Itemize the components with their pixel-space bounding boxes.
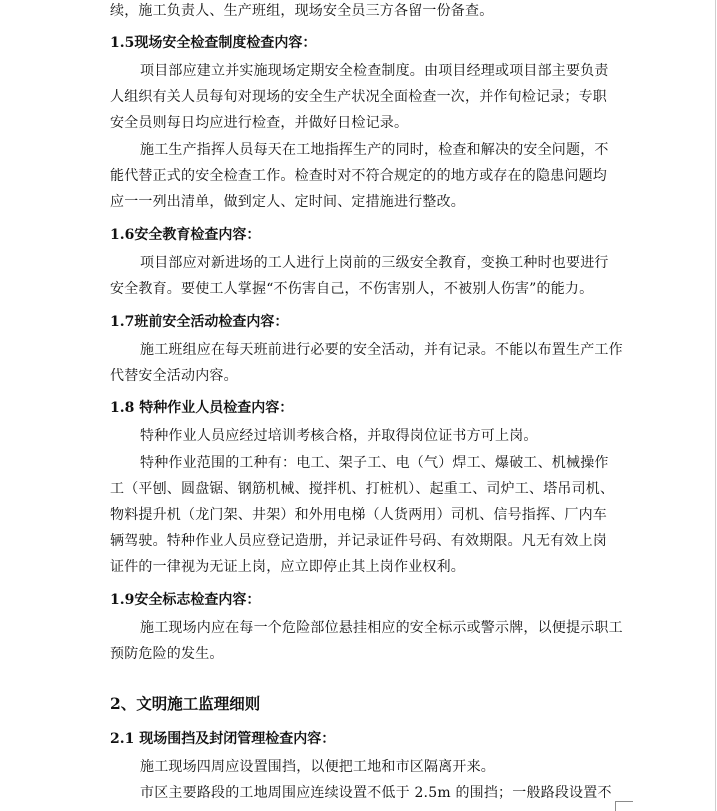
text-line: 市区主要路段的工地周围应连续设置不低于 2.5m 的围挡；一般路段设置不 xyxy=(140,785,612,801)
heading-1-8: 1.8 特种作业人员检查内容： xyxy=(110,400,294,416)
text-line: 人组织有关人员每旬对现场的安全生产状况全面检查一次，并作旬检记录；专职 xyxy=(110,89,607,105)
text-line: 施工班组应在每天班前进行必要的安全活动，并有记录。不能以布置生产工作 xyxy=(140,342,623,358)
text-line: 续，施工负责人、生产班组，现场安全员三方各留一份备查。 xyxy=(110,3,494,19)
heading-1-6: 1.6安全教育检查内容： xyxy=(110,227,261,243)
page-corner-mark xyxy=(615,801,634,811)
text-line: 能代替正式的安全检查工作。检查时对不符合规定的的地方或存在的隐患问题均 xyxy=(110,168,607,184)
heading-1-5: 1.5现场安全检查制度检查内容： xyxy=(110,35,317,51)
text-line: 证件的一律视为无证上岗，应立即停止其上岗作业权利。 xyxy=(110,559,465,575)
text-line: 施工现场四周应设置围挡，以便把工地和市区隔离开来。 xyxy=(140,759,495,775)
text-line: 项目部应建立并实施现场定期安全检查制度。由项目经理或项目部主要负责 xyxy=(140,63,609,79)
heading-1-9: 1.9安全标志检查内容： xyxy=(110,592,261,608)
text-line: 应一一列出清单，做到定人、定时间、定措施进行整改。 xyxy=(110,194,465,210)
text-line: 施工生产指挥人员每天在工地指挥生产的同时，检查和解决的安全问题，不 xyxy=(140,142,609,158)
text-line: 安全员则每日均应进行检查，并做好日检记录。 xyxy=(110,115,409,131)
text-line: 预防危险的发生。 xyxy=(110,646,224,662)
text-line: 物料提升机（龙门架、井架）和外用电梯（人货两用）司机、信号指挥、厂内车 xyxy=(110,507,607,523)
text-line: 施工现场内应在每一个危险部位悬挂相应的安全标示或警示牌，以便提示职工 xyxy=(140,620,623,636)
heading-2-1: 2.1 现场围挡及封闭管理检查内容： xyxy=(110,731,336,747)
text-line: 项目部应对新进场的工人进行上岗前的三级安全教育，变换工种时也要进行 xyxy=(140,255,609,271)
text-line: 工（平刨、圆盘锯、钢筋机械、搅拌机、打桩机）、起重工、司炉工、塔吊司机、 xyxy=(110,481,615,497)
page-edge-divider xyxy=(715,0,716,811)
text-line: 特种作业范围的工种有：电工、架子工、电（气）焊工、爆破工、机械操作 xyxy=(140,455,609,471)
section-title-2: 2、文明施工监理细则 xyxy=(110,694,261,713)
text-line: 特种作业人员应经过培训考核合格，并取得岗位证书方可上岗。 xyxy=(140,428,538,444)
heading-1-7: 1.7班前安全活动检查内容： xyxy=(110,314,289,330)
text-line: 代替安全活动内容。 xyxy=(110,368,238,384)
text-line: 安全教育。要使工人掌握“不伤害自己，不伤害别人，不被别人伤害”的能力。 xyxy=(110,281,594,297)
text-line: 辆驾驶。特种作业人员应登记造册，并记录证件号码、有效期限。凡无有效上岗 xyxy=(110,533,607,549)
